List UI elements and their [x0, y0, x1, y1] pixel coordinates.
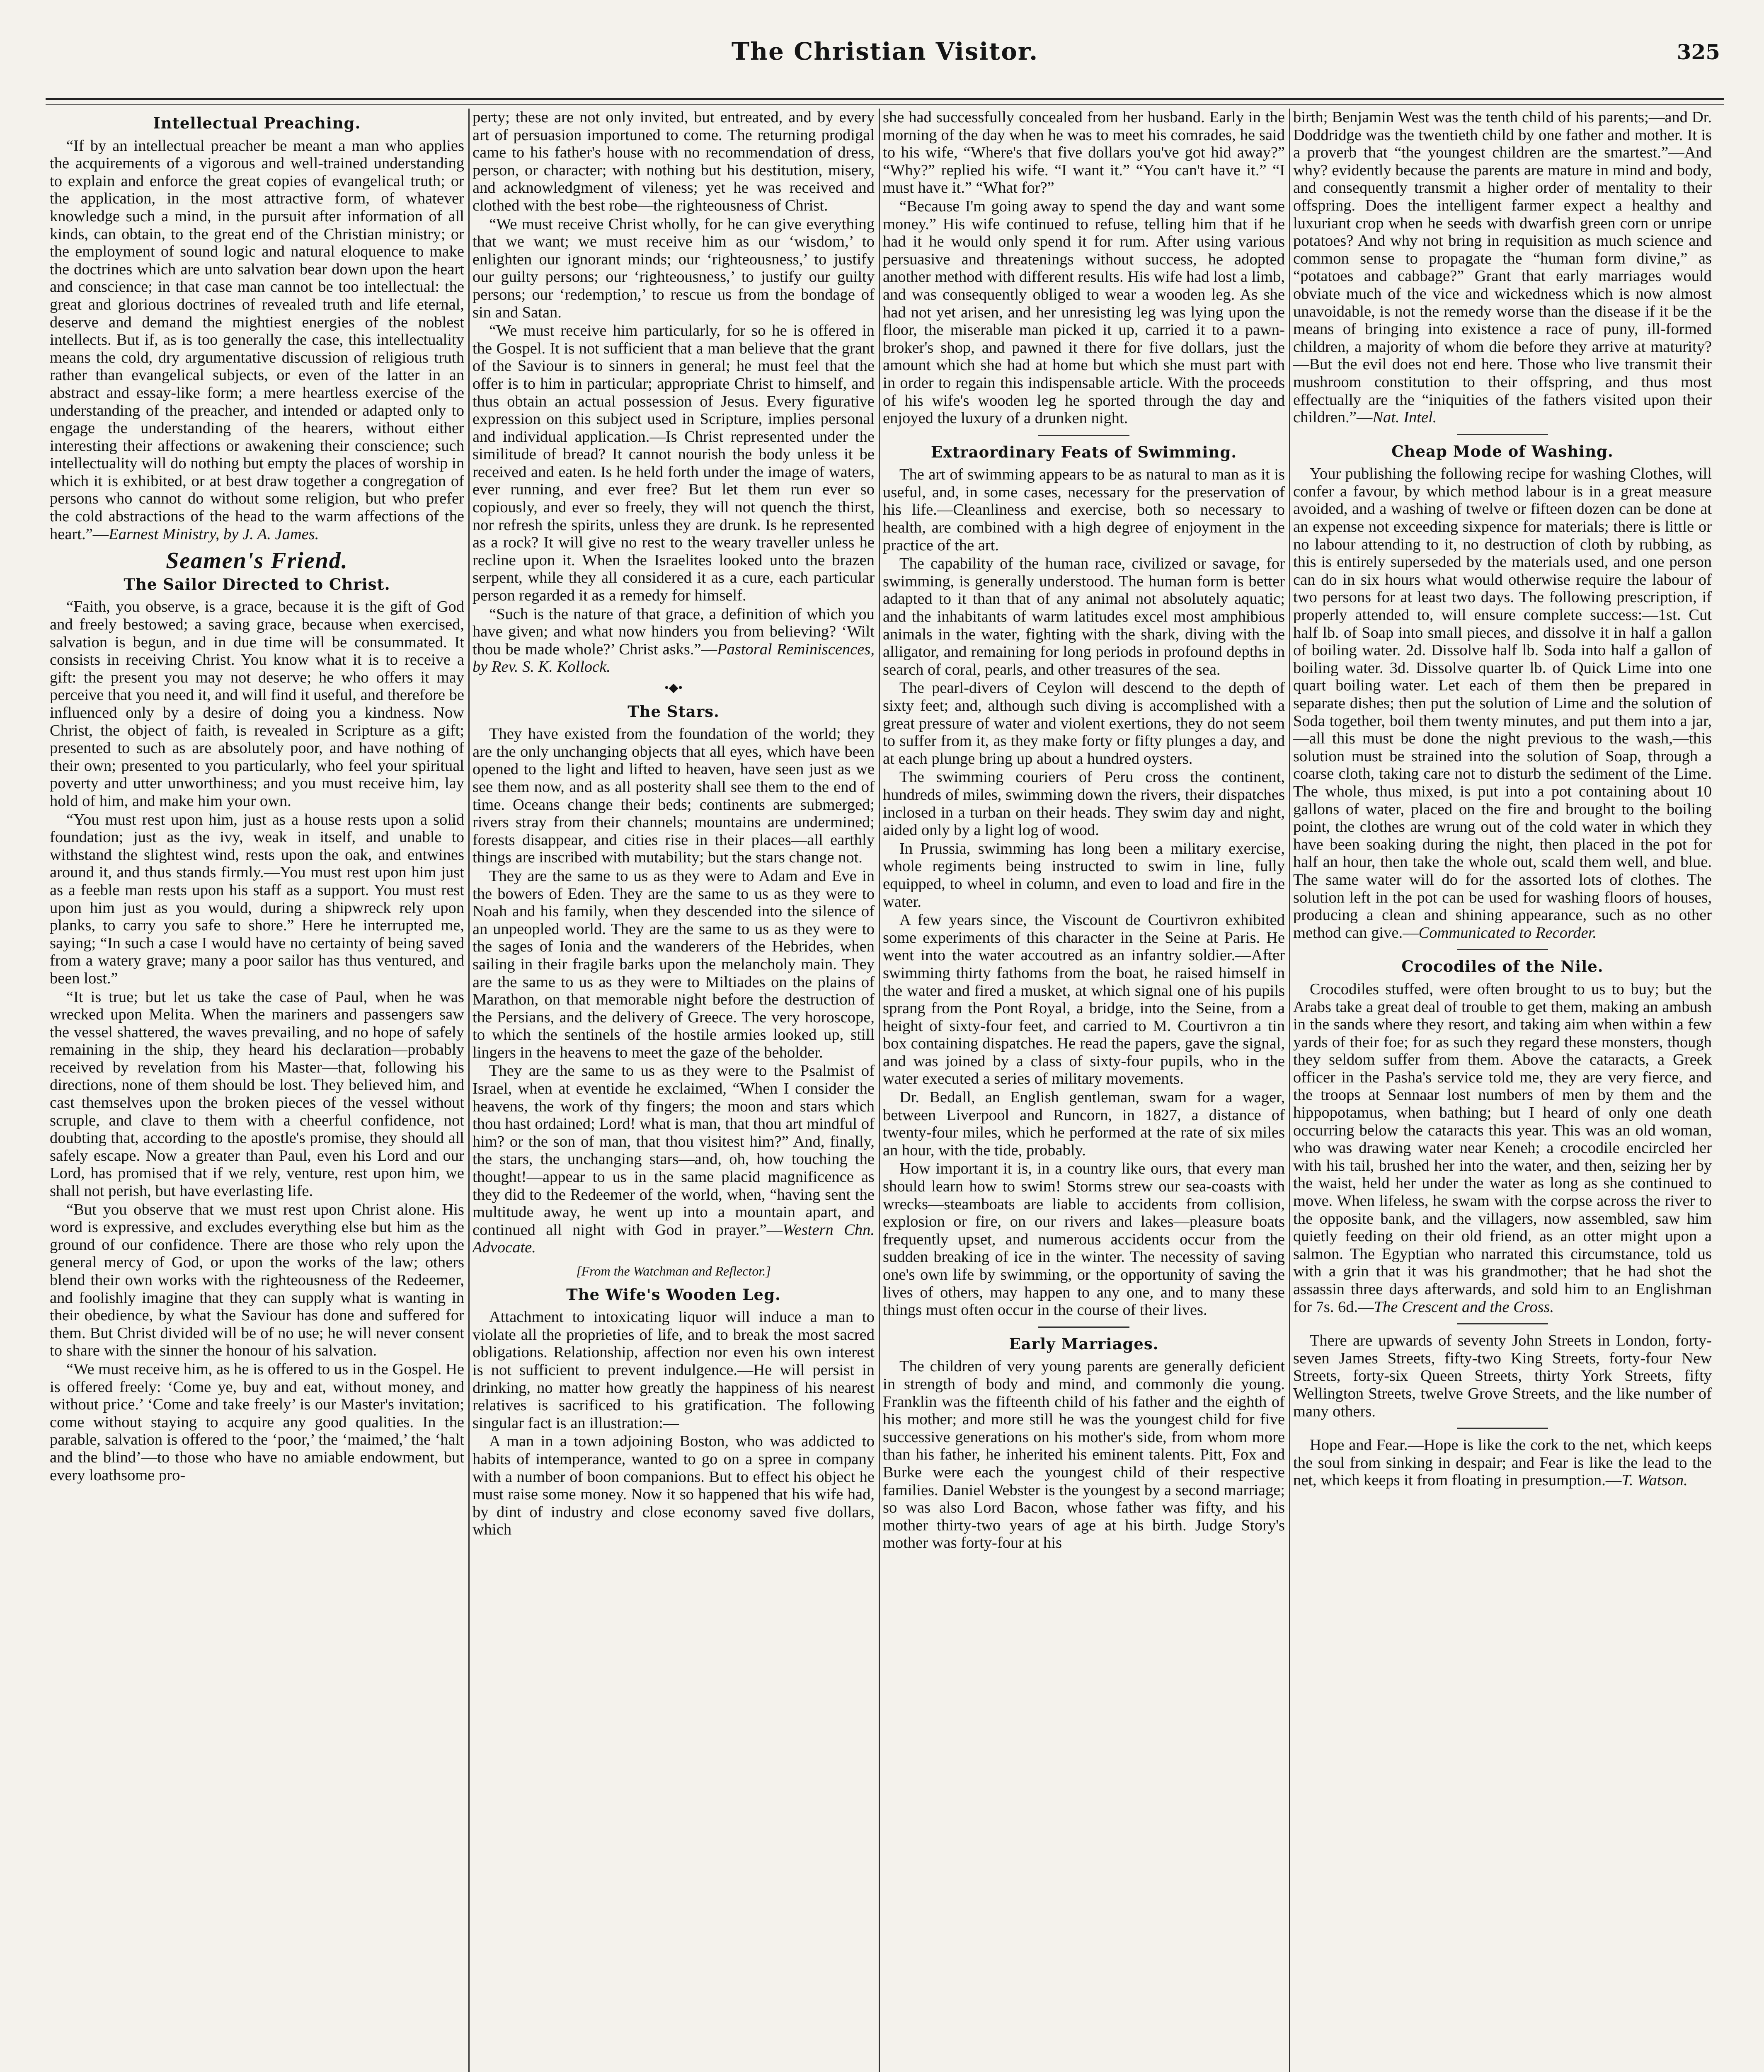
article-paragraph: “We must receive him, as he is offered to us in the Gospel. He is offered freely: ‘Come ye, buy and eat, without money, and without price.’ ‘Come and take freely’ is our Master's invitation; come without staying to acquire any good qualities. In the parable, salvation is offered to the ‘poor,’ the ‘maimed,’ the ‘halt and the blind’—to those who have no amiable endowment, but every loathsome pro- — [50, 1360, 464, 1484]
column-4 — [1293, 109, 1712, 2072]
column-1 — [50, 109, 464, 2072]
section-rule — [1457, 434, 1548, 435]
attribution: The Crescent and the Cross. — [1374, 1298, 1554, 1316]
article-paragraph: Crocodiles stuffed, were often brought to us to buy; but the Arabs take a great deal of trouble to get them, making an ambush in the sands where they resort, and taking aim when within a few yards of their foe; for as such they regard these monsters, though they seldom suffer from them. Above the cataracts, a Greek officer in the Pasha's service told me, they are very fierce, and the troops at Sennaar lost numbers of men by them and the hippopotamus, when bathing; but I heard of only one death occurring below the cataracts this year. This was an old woman, who was drawing water near Keneh; a crocodile encircled her with his tail, brushed her into the water, and then, seizing her by the waist, held her under the water as long as she continued to move. When lifeless, he swam with the corpse across the river to the opposite bank, and the villagers, now assembled, saw him quietly feeding on their old friend, as an otter might upon a salmon. The Egyptian who narrated this circumstance, told us with a grin that it was his grandmother; that he had shot the assassin three days afterwards, and sold him to an Englishman for 7s. 6d.—The Crescent and the Cross. — [1293, 980, 1712, 1316]
article-heading: The Sailor Directed to Christ. — [124, 575, 390, 593]
article-paragraph: There are upwards of seventy John Streets in London, forty-seven James Streets, fifty-two King Streets, forty-four New Streets, forty-six Queen Streets, thirty York Streets, fifty Wellington Streets, twelve Grove Streets, and the like number of many others. — [1293, 1332, 1712, 1420]
article-paragraph: They are the same to us as they were to the Psalmist of Israel, when at eventide he exclaimed, “When I consider the heavens, the work of thy fingers; the moon and stars which thou hast ordained; Lord! what is man, that thou art mindful of him? or the son of man, that thou visitest him?” And, finally, the stars, the unchanging stars—and, oh, how touching the thought!—appear to us in the same placid magnificence as they did to the Redeemer of the world, when, “having sent the multitude away, he went up into a mountain apart, and continued all night with God in prayer.”—Western Chn. Advocate. — [472, 1062, 875, 1256]
column-2 — [472, 109, 875, 2072]
attribution: Nat. Intel. — [1372, 409, 1437, 426]
section-rule — [1457, 949, 1548, 950]
article-paragraph: How important it is, in a country like ours, that every man should learn how to swim! Storms strew our sea-coasts with wrecks—steamboats are liable to accidents from collision, explosion or fire, on our rivers and lakes—pleasure boats frequently upset, and numerous accidents occur from the sudden breaking of ice in the winter. The necessity of saving one's own life by swimming, or the opportunity of saving the lives of others, may happen to any one, and to many these things must often occur in the course of their lives. — [883, 1160, 1285, 1319]
article-paragraph: Your publishing the following recipe for washing Clothes, will confer a favour, by which method labour is in a great measure avoided, and a washing of twelve or fifteen dozen can be done at an expense not exceeding sixpence for materials; there is little or no labour attending to it, no destruction of cloth by rubbing, as this is entirely superseded by the materials used, and one person can do in six hours what would otherwise require the labour of two persons for at least two days. The following prescription, if properly attended to, will ensure complete success:—1st. Cut half lb. of Soap into small pieces, and dissolve it in half a gallon of boiling water. 2d. Dissolve half lb. Soda into half a gallon of boiling water. 3d. Dissolve quarter lb. of Quick Lime into one quart boiling water. Let each of them then be prepared in separate dishes; then put the solution of Lime and the solution of Soda together, boil them twenty minutes, and put them into a jar,—all this must be done the night previous to the wash,—this solution must be strained into the solution of Soap, through a coarse cloth, taking care not to disturb the sediment of the Lime. The whole, thus mixed, is put into a pot containing about 10 gallons of water, placed on the fire and brought to the boiling point, the clothes are wrung out of the cold water in which they have been soaking during the night, then placed in the pot for half an hour, then take the whole out, scald them well, and blue. The same water will do for the assorted lots of clothes. The solution left in the pot can be used for washing floors of houses, producing a clean and shining appearance, such as no other method can give.—Communicated to Recorder. — [1293, 465, 1712, 942]
article-paragraph: “You must rest upon him, just as a house rests upon a solid foundation; just as the ivy, weak in itself, and unable to withstand the slightest wind, rests upon the oak, and entwines around it, and thus stands firmly.—You must rest upon him just as a feeble man rests upon his staff as a support. You must rest upon him just as you would, during a shipwreck rely upon planks, to carry you safe to shore.” Here he interrupted me, saying; “In such a case I would have no certainty of being saved from a watery grave; many a poor sailor has thus ventured, and been lost.” — [50, 811, 464, 987]
ornament: •◆• — [664, 681, 683, 695]
attribution: Western Chn. Advocate. — [472, 1221, 875, 1256]
article-paragraph: birth; Benjamin West was the tenth child of his parents;—and Dr. Doddridge was the twentieth child by one father and mother. It is a proverb that “the youngest children are the smartest.”—And why? evidently because the parents are mature in mind and body, and consequently transmit a higher order of mentality to their offspring. Does the intelligent farmer expect a healthy and luxuriant crop when he seeds with dwarfish green corn or unripe potatoes? And why not bring in requisition as much science and common sense to propagate the “human form divine,” as “potatoes and cabbage?” Grant that early marriages would obviate much of the vice and wickedness which is now almost unavoidable, is not the remedy worse than the disease if it be the means of bringing into existence a race of puny, ill-formed children, a majority of whom die before they arrive at maturity?—But the evil does not end here. Those who live transmit their mushroom constitution to their offspring, and thus most effectually are the “iniquities of the fathers visited upon their children.”—Nat. Intel. — [1293, 109, 1712, 426]
section-rule — [1038, 1326, 1129, 1328]
department-heading: Seamen's Friend. — [166, 548, 348, 574]
attribution: T. Watson. — [1621, 1472, 1688, 1489]
article-paragraph: “It is true; but let us take the case of Paul, when he was wrecked upon Melita. When the mariners and passengers saw the vessel shattered, the waves prevailing, and no hope of safely remaining in the ship, they heard his declaration—probably received by revelation from his Master—that, following his directions, none of them should be lost. They believed him, and cast themselves upon the broken pieces of the vessel without scruple, and clave to them with a cheerful confidence, not doubting that, according to the apostle's promise, they should all safely escape. Now a greater than Paul, even his Lord and our Lord, has promised that if we rely, venture, rest upon him, we shall not perish, but have everlasting life. — [50, 988, 464, 1200]
article-paragraph: A man in a town adjoining Boston, who was addicted to habits of intemperance, wanted to go on a spree in company with a number of boon companions. But to effect his object he must raise some money. Now it so happened that his wife had, by dint of industry and close economy saved five dollars, which — [472, 1433, 875, 1539]
section-rule — [1457, 1323, 1548, 1324]
column-divider — [879, 109, 880, 2072]
article-heading: Extraordinary Feats of Swimming. — [930, 443, 1237, 461]
masthead — [46, 23, 1724, 94]
attribution: Pastoral Reminiscences, by Rev. S. K. Kollock. — [472, 640, 875, 676]
page-number: 325 — [1677, 40, 1720, 64]
article-paragraph: They have existed from the foundation of the world; they are the only unchanging objects that all eyes, which have been opened to the light and lifted to heaven, have seen just as we see them now, and as all posterity shall see them to the end of time. Oceans change their beds; continents are submerged; rivers stray from their channels; mountains are undermined; forests disappear, and cities rise in their places—all earthly things are inscribed with mutability; but the stars change not. — [472, 725, 875, 867]
article-paragraph: “Such is the nature of that grace, a definition of which you have given; and what now hinders you from believing? ‘Wilt thou be made whole?’ Christ asks.”—Pastoral Reminiscences, by Rev. S. K. Kollock. — [472, 605, 875, 676]
article-paragraph: Dr. Bedall, an English gentleman, swam for a wager, between Liverpool and Runcorn, in 1827, a distance of twenty-four miles, which he performed at the rate of six miles an hour, with the tide, probably. — [883, 1089, 1285, 1159]
article-paragraph: A few years since, the Viscount de Courtivron exhibited some experiments of this character in the Seine at Paris. He went into the water accoutred as an infantry soldier.—After swimming thirty fathoms from the boat, he raised himself in the water and fired a musket, at which signal one of his pupils sprang from the Pont Royal, a bridge, into the Seine, from a height of sixty-four feet, and carried to M. Courtivron a tin box containing dispatches. He read the papers, gave the signal, and was joined by a class of sixty-four pupils, who in the water executed a series of military movements. — [883, 911, 1285, 1088]
source-credit: [From the Watchman and Reflector.] — [576, 1264, 771, 1278]
article-paragraph: In Prussia, swimming has long been a military exercise, whole regiments being instructed to swim in line, fully equipped, to wheel in column, and even to load and fire in the water. — [883, 840, 1285, 910]
attribution: Earnest Ministry, by J. A. James. — [109, 525, 319, 543]
article-paragraph: “We must receive Christ wholly, for he can give everything that we want; we must receive him as our ‘wisdom,’ to enlighten our ignorant minds; our ‘righteousness,’ to justify our guilty persons; our ‘righteousness,’ to justify our guilty persons; our ‘redemption,’ to rescue us from the bondage of sin and Satan. — [472, 215, 875, 321]
article-paragraph: The pearl-divers of Ceylon will descend to the depth of sixty feet; and, although such diving is accomplished with a great pressure of water and violent exertions, they do not seem to suffer from it, as they make forty or fifty plunges a day, and at each plunge bring up about a hundred oysters. — [883, 679, 1285, 767]
column-3 — [883, 109, 1285, 2072]
column-divider — [468, 109, 470, 2072]
article-paragraph: They are the same to us as they were to Adam and Eve in the bowers of Eden. They are the same to us as they were to Noah and his family, when they descended into the silence of an unpeopled world. They are the same to us as they were to the sages of Ionia and the wanderers of the Hebrides, when sailing in their fragile barks upon the melancholy main. They are the same to us as they were to Miltiades on the plains of Marathon, on that memorable night before the destruction of the Persians, and the delivery of Greece. The very horoscope, to which the sentinels of the hostile armies looked up, still lingers in the heavens to meet the gaze of the beholder. — [472, 867, 875, 1061]
article-paragraph: The art of swimming appears to be as natural to man as it is useful, and, in some cases, necessary for the preservation of his life.—Cleanliness and exercise, both so necessary to health, are combined with a high degree of enjoyment in the practice of the art. — [883, 466, 1285, 554]
article-paragraph: perty; these are not only invited, but entreated, and by every art of persuasion importuned to come. The returning prodigal came to his father's house with no recommendation of dress, person, or character; with nothing but his destitution, misery, and acknowledgment of vileness; yet he was received and clothed with the best robe—the righteousness of Christ. — [472, 109, 875, 214]
article-heading: Cheap Mode of Washing. — [1391, 442, 1614, 460]
article-paragraph: The swimming couriers of Peru cross the continent, hundreds of miles, swimming down the rivers, their dispatches inclosed in a turban on their heads. They swim day and night, aided only by a light log of wood. — [883, 768, 1285, 839]
article-paragraph: The children of very young parents are generally deficient in strength of body and mind, and commonly die young. Franklin was the fifteenth child of his father and the eighth of his mother; and more still he was the youngest child for five successive generations on his mother's side, from whom more than his father, he inherited his eminent talents. Pitt, Fox and Burke were each the youngest child of their respective families. Daniel Webster is the youngest by a second marriage; so was also Lord Bacon, whose father was fifty, and his mother thirty-two years of age at his birth. Judge Story's mother was forty-four at his — [883, 1358, 1285, 1552]
article-heading: Intellectual Preaching. — [153, 114, 361, 132]
attribution: Communicated to Recorder. — [1418, 924, 1597, 942]
article-heading: Early Marriages. — [1009, 1334, 1159, 1353]
article-paragraph: Attachment to intoxicating liquor will induce a man to violate all the proprieties of life, and to break the most sacred obligations. Relationship, affection nor even his own interest is not sufficient to prevent indulgence.—He will persist in drinking, no matter how greatly the happiness of his nearest relatives is sacrificed to his gratification. The following singular fact is an illustration:— — [472, 1308, 875, 1432]
article-heading: The Stars. — [628, 702, 720, 721]
article-paragraph: she had successfully concealed from her husband. Early in the morning of the day when he was to meet his comrades, he said to his wife, “Where's that five dollars you've got hid away?” “Why?” replied his wife. “I want it.” “You can't have it.” “I must have it.” “What for?” — [883, 109, 1285, 197]
header-rule — [46, 98, 1724, 105]
article-paragraph: “But you observe that we must rest upon Christ alone. His word is expressive, and excludes everything else but him as the ground of our confidence. There are those who rely upon the general mercy of God, or upon the works of the law; others blend their own works with the righteousness of the Redeemer, and foolishly imagine that they can supply what is wanting in their obedience, by what the Saviour has done and suffered for them. But Christ divided will be of no use; he will never consent to share with the sinner the honour of his salvation. — [50, 1201, 464, 1360]
column-divider — [1289, 109, 1290, 2072]
section-rule — [1038, 435, 1129, 436]
article-paragraph: “We must receive him particularly, for so he is offered in the Gospel. It is not sufficient that a man believe that the grant of the Saviour is to sinners in general; he must feel that the offer is to him in particular; appropriate Christ to himself, and thus obtain an actual possession of Jesus. Every figurative expression on this subject used in Scripture, implies personal and individual application.—Is Christ represented under the similitude of bread? It cannot nourish the body unless it be received and eaten. Is he held forth under the image of waters, ever running, and ever free? But let them run ever so copiously, and ever so freely, they will not quench the thirst, nor refresh the spirits, unless they are drunk. Is he represented as a rock? It will give no rest to the weary traveller unless he recline upon it. When the Israelites looked unto the brazen serpent, while they all considered it as a cure, each particular person regarded it as a remedy for himself. — [472, 322, 875, 605]
article-heading: The Wife's Wooden Leg. — [566, 1285, 781, 1304]
running-title: The Christian Visitor. — [731, 37, 1039, 65]
section-rule — [1457, 1428, 1548, 1429]
article-paragraph: “Because I'm going away to spend the day and want some money.” His wife continued to refuse, telling him that if he had it he would only spend it for rum. After using various persuasive and threatenings without success, he adopted another method with different results. His wife had lost a limb, and was consequently obliged to wear a wooden leg. As she had not yet arisen, and her unresisting leg was lying upon the floor, the miserable man picked it up, carried it to a pawn-broker's shop, and pawned it there for five dollars, just the amount which she had at home but which she must part with in order to regain this indispensable article. With the proceeds of his wife's wooden leg he sported through the day and enjoyed the luxury of a drunken night. — [883, 197, 1285, 427]
article-paragraph: “Faith, you observe, is a grace, because it is the gift of God and freely bestowed; a saving grace, because when exercised, salvation is begun, and in due time will be consummated. It consists in receiving Christ. You know what it is to receive a gift: the present you may not deserve; he who offers it may perceive that you need it, and will find it useful, and therefore be influenced only by a desire of doing you a kindness. Now Christ, the object of faith, is revealed in Scripture as a gift; presented to such as are absolutely poor, and have nothing of their own; presented to you particularly, who feel your spiritual poverty and utter unworthiness; and you must receive him, lay hold of him, and make him your own. — [50, 598, 464, 810]
article-paragraph: The capability of the human race, civilized or savage, for swimming, is generally understood. The human form is better adapted to it than that of any animal not absolutely aquatic; and the inhabitants of warm latitudes excel most amphibious animals in the water, fighting with the shark, diving with the alligator, and remaining for long periods in profound depths in search of coral, pearls, and other treasures of the sea. — [883, 555, 1285, 678]
article-heading: Crocodiles of the Nile. — [1401, 957, 1604, 976]
article-paragraph: “If by an intellectual preacher be meant a man who applies the acquirements of a vigorous and well-trained understanding to explain and enforce the great copies of evangelical truth; or the application, in the most attractive form, of whatever knowledge such a mind, in the pursuit after information of all kinds, can obtain, to the great end of the Christian ministry; or the employment of sound logic and natural eloquence to make the doctrines which are unto salvation bear down upon the heart and conscience; in that case man cannot be too intellectual: the great and glorious doctrines of revealed truth and life eternal, deserve and demand the mightiest energies of the noblest intellects. But if, as is too generally the case, this intellectuality means the cold, dry argumentative discussion of religious truth rather than evangelical subjects, or even of the latter in an abstract and essay-like form; a mere heartless exercise of the understanding of the preacher, and intended or adapted only to engage the understanding of the hearers, without either interesting their affections or awakening their conscience; such intellectuality will do nothing but empty the places of worship in which it is exhibited, or at best draw together a congregation of persons who cannot do without some religion, but who prefer the cold abstractions of the head to the warm affections of the heart.”—Earnest Ministry, by J. A. James. — [50, 137, 464, 543]
article-paragraph: Hope and Fear.—Hope is like the cork to the net, which keeps the soul from sinking in despair; and Fear is like the lead to the net, which keeps it from floating in presumption.—T. Watson. — [1293, 1436, 1712, 1489]
